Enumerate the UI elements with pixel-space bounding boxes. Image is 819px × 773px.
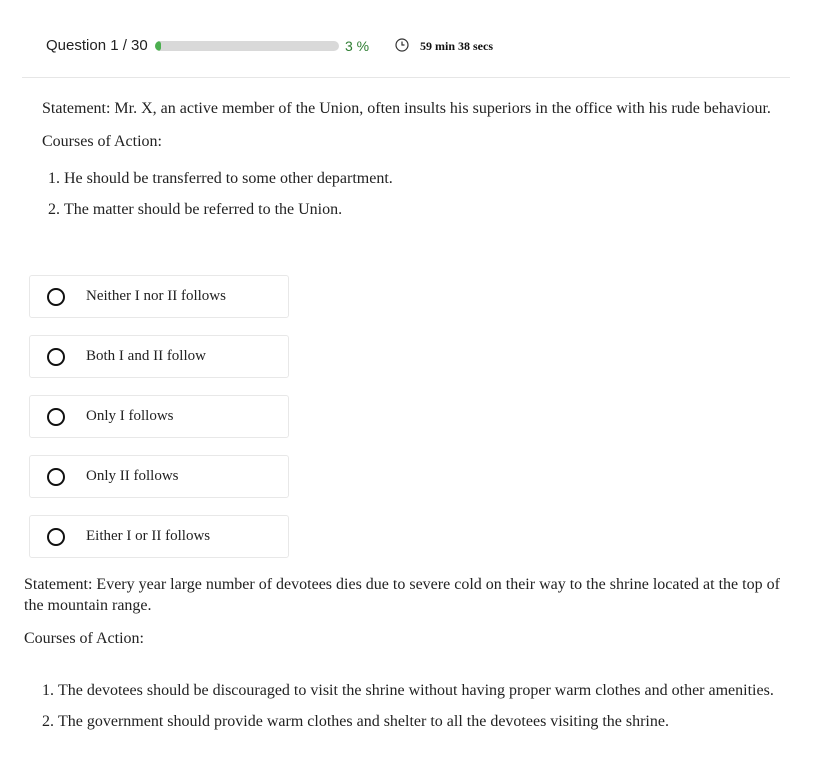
option-label: Only I follows: [86, 408, 174, 424]
quiz-header: [0, 0, 819, 78]
option-either[interactable]: [29, 515, 289, 558]
radio-circle-icon[interactable]: [47, 348, 65, 366]
radio-circle-icon[interactable]: [47, 468, 65, 486]
option-label: Both I and II follow: [86, 348, 206, 364]
question-2-course-item: 2. The government should provide warm clothes and shelter to all the devotees visiting the shrine.: [58, 711, 794, 732]
progress-bar: [155, 41, 339, 51]
question-1-courses-list: [42, 168, 792, 220]
option-label: Neither I nor II follows: [86, 288, 226, 304]
question-2-course-item: 1. The devotees should be discouraged to visit the shrine without having proper warm clothes and other amenities.: [58, 680, 794, 701]
question-2: [24, 574, 794, 742]
option-neither[interactable]: [29, 275, 289, 318]
option-label: Only II follows: [86, 468, 179, 484]
timer-text: 59 min 38 secs: [420, 39, 493, 53]
option-both[interactable]: [29, 335, 289, 378]
question-counter: Question 1 / 30: [46, 37, 148, 54]
radio-circle-icon[interactable]: [47, 408, 65, 426]
question-1: [42, 98, 792, 230]
radio-circle-icon[interactable]: [47, 528, 65, 546]
question-2-courses-list: [24, 680, 794, 732]
progress-bar-fill: [155, 41, 161, 51]
question-1-course-item: 2. The matter should be referred to the Union.: [64, 199, 792, 220]
radio-circle-icon[interactable]: [47, 288, 65, 306]
question-1-course-item: 1. He should be transferred to some other department.: [64, 168, 792, 189]
question-1-courses-heading: Courses of Action:: [42, 133, 162, 150]
header-divider: [22, 77, 790, 78]
clock-icon: [395, 38, 409, 52]
progress-percent: 3 %: [345, 38, 370, 54]
option-only-ii[interactable]: [29, 455, 289, 498]
option-only-i[interactable]: [29, 395, 289, 438]
question-1-statement: Statement: Mr. X, an active member of the Union, often insults his superiors in the office with his rude behaviour.: [42, 100, 771, 117]
question-2-courses-heading: Courses of Action:: [24, 630, 144, 647]
option-label: Either I or II follows: [86, 528, 211, 544]
question-2-statement: Statement: Every year large number of devotees dies due to severe cold on their way to the shrine located at the top of the mountain range.: [24, 576, 780, 614]
